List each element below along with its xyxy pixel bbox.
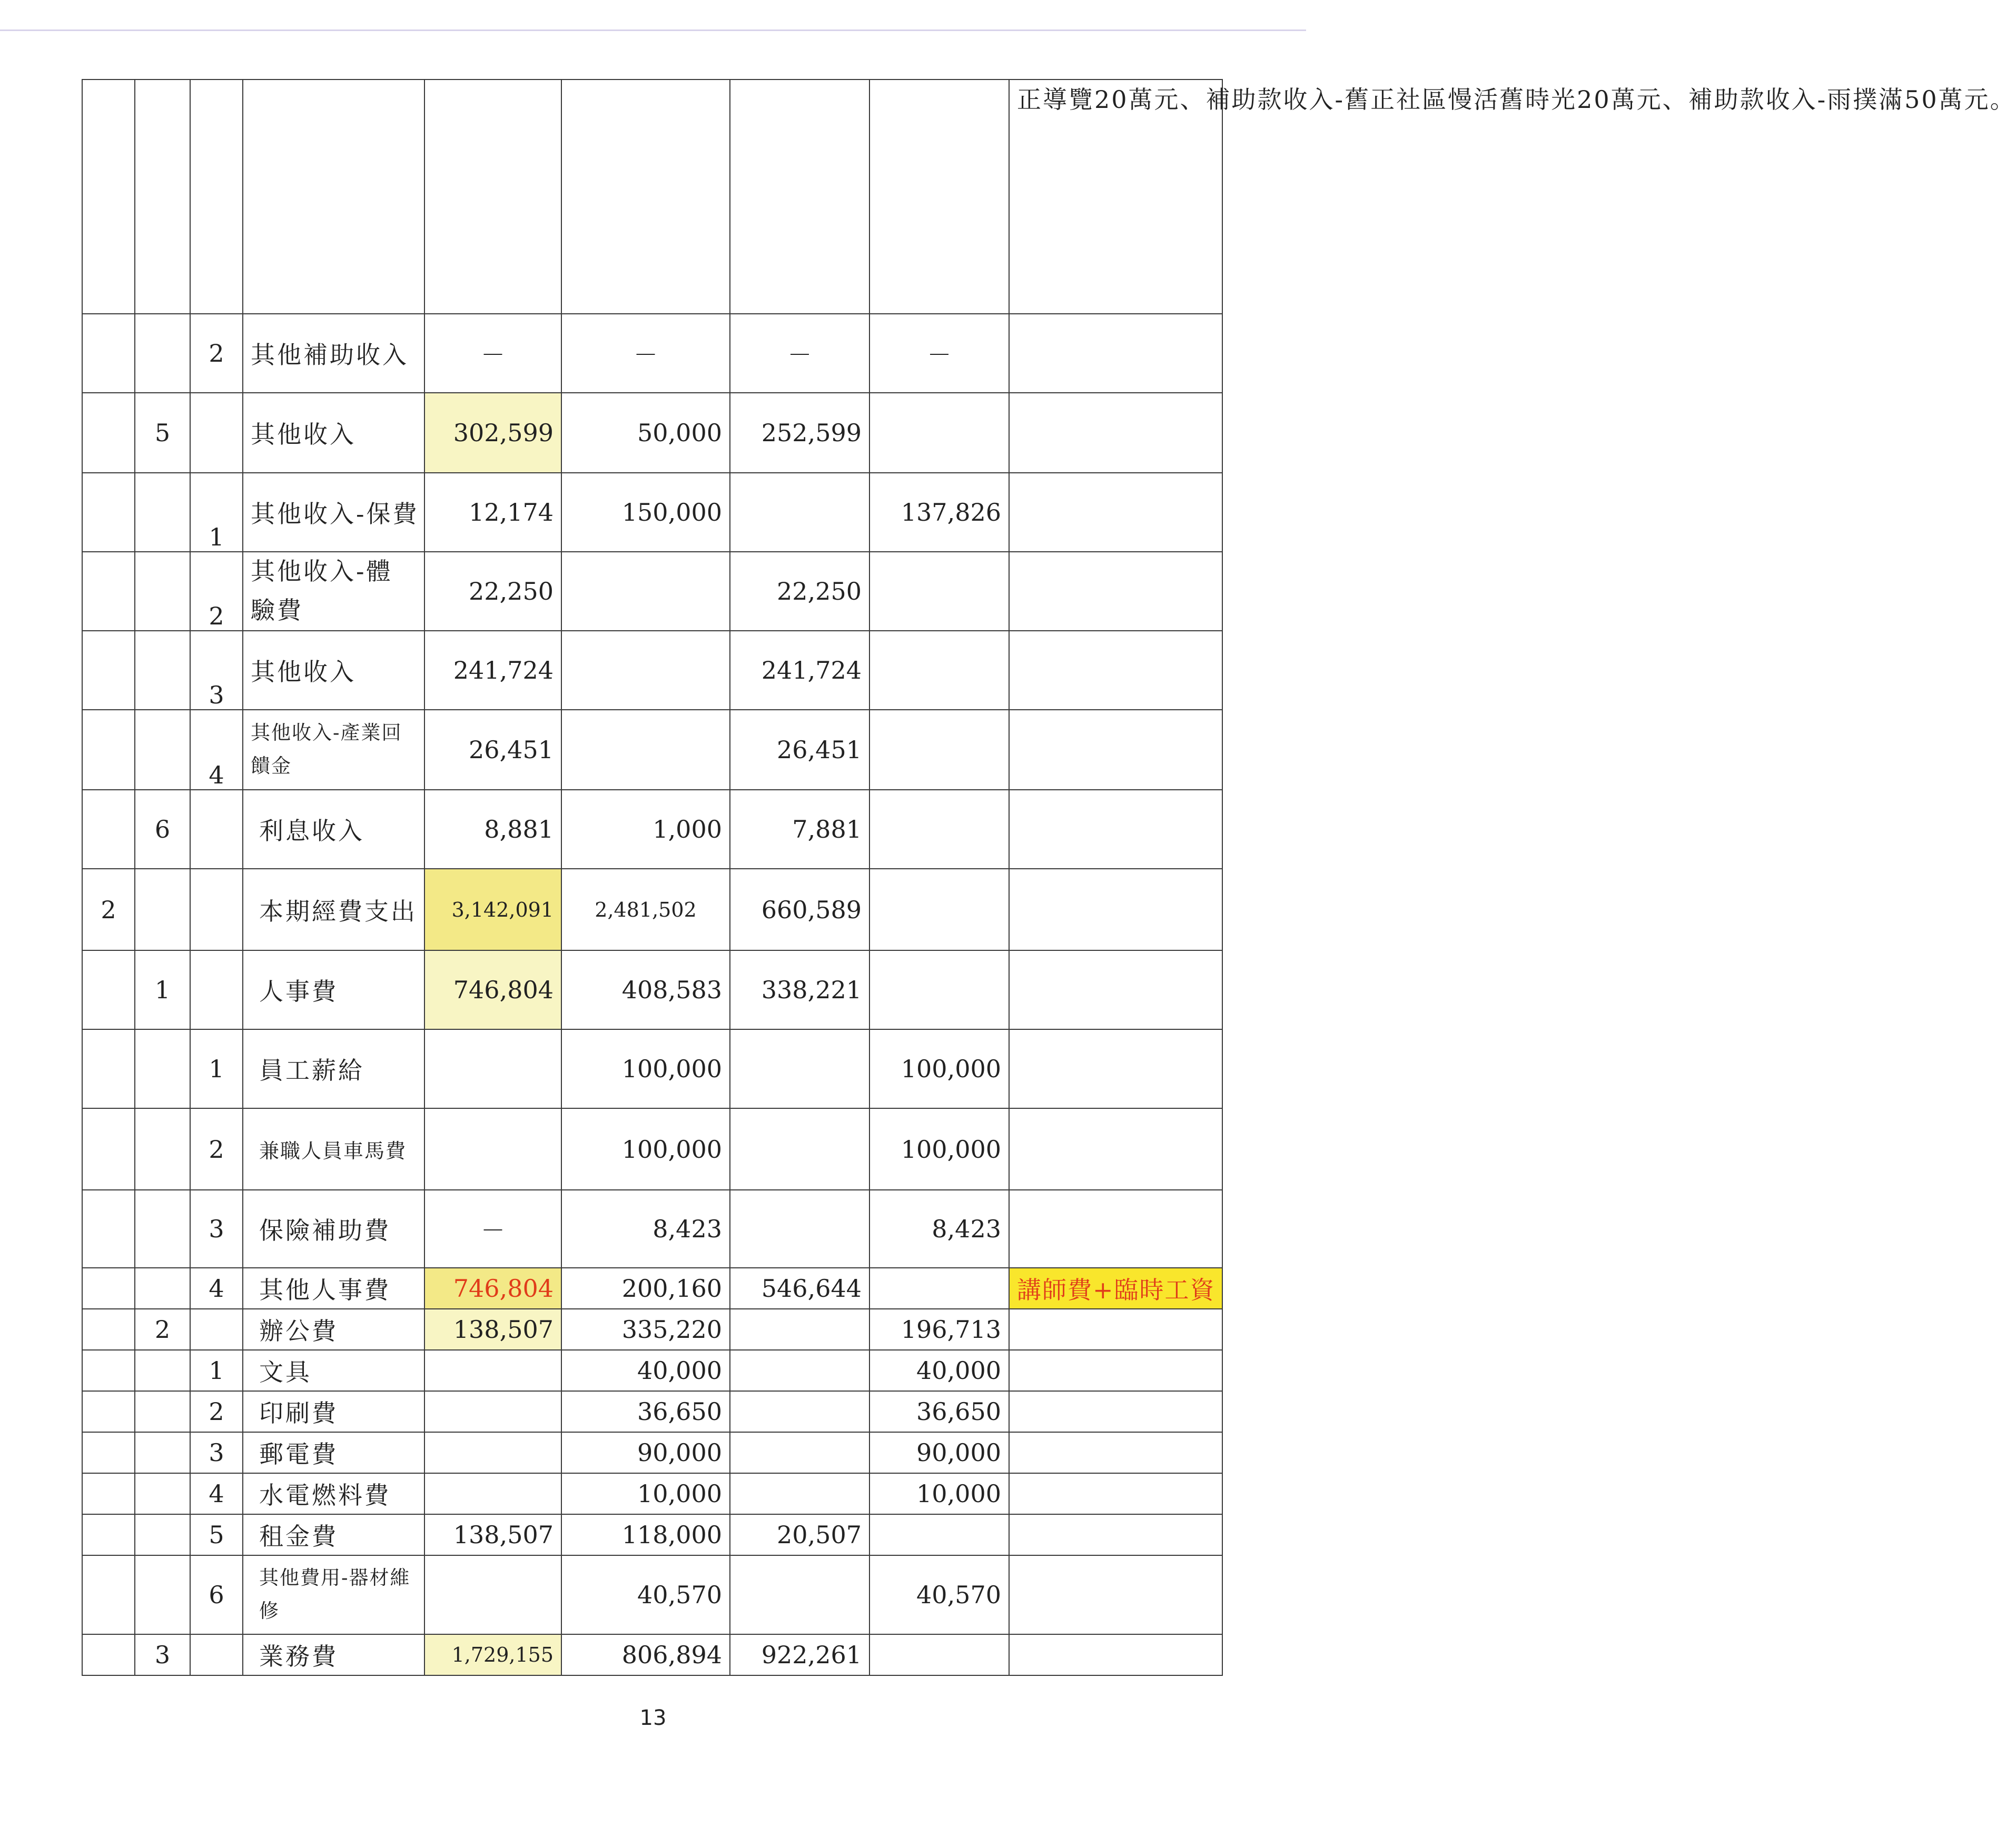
table-row [82, 1309, 1222, 1350]
table-row [82, 790, 1222, 869]
value-col4 [869, 1634, 1009, 1675]
value-col1: 22,250 [424, 552, 561, 631]
value-col3: 7,881 [730, 790, 869, 869]
level3-cell: 5 [190, 1514, 243, 1555]
value-col4 [869, 80, 1009, 314]
item-name: 印刷費 [243, 1391, 424, 1432]
value-col3 [730, 1029, 869, 1108]
remark-cell [1009, 1190, 1222, 1268]
level2-cell [135, 1514, 190, 1555]
level3-cell: 1 [190, 473, 243, 552]
value-col2: 10,000 [561, 1473, 730, 1514]
item-name: 其他費用-器材維修 [243, 1555, 424, 1634]
value-col1: 8,881 [424, 790, 561, 869]
remark-cell [1009, 314, 1222, 393]
item-name [243, 80, 424, 314]
table-row [82, 950, 1222, 1029]
value-col4: 36,650 [869, 1391, 1009, 1432]
value-col3 [730, 1391, 869, 1432]
item-name: 人事費 [243, 950, 424, 1029]
level3-cell [190, 80, 243, 314]
value-col3: 20,507 [730, 1514, 869, 1555]
value-col2 [561, 552, 730, 631]
level2-cell [135, 1350, 190, 1391]
remark-cell [1009, 631, 1222, 710]
value-col1: 138,507 [424, 1514, 561, 1555]
value-col1: － [424, 314, 561, 393]
level2-cell [135, 869, 190, 950]
level2-cell: 2 [135, 1309, 190, 1350]
value-col4: 8,423 [869, 1190, 1009, 1268]
value-col3: 660,589 [730, 869, 869, 950]
value-col2: 335,220 [561, 1309, 730, 1350]
page-top-rule [0, 29, 1306, 31]
value-col3 [730, 1190, 869, 1268]
remark-cell [1009, 1473, 1222, 1514]
item-name: 租金費 [243, 1514, 424, 1555]
table-row [82, 1473, 1222, 1514]
level3-cell: 3 [190, 631, 243, 710]
level3-cell: 3 [190, 1190, 243, 1268]
value-col4: 100,000 [869, 1108, 1009, 1190]
value-col3: 26,451 [730, 710, 869, 790]
item-name: 其他收入 [243, 631, 424, 710]
level2-cell [135, 631, 190, 710]
value-col2: 408,583 [561, 950, 730, 1029]
value-col1: 12,174 [424, 473, 561, 552]
budget-table [82, 79, 2016, 1676]
value-col4: 196,713 [869, 1309, 1009, 1350]
table-row [82, 473, 1222, 552]
value-col2: 200,160 [561, 1268, 730, 1309]
level2-cell [135, 1391, 190, 1432]
level1-cell [82, 1391, 135, 1432]
value-col1: 241,724 [424, 631, 561, 710]
value-col1: － [424, 1190, 561, 1268]
table-row [82, 1555, 1222, 1634]
level1-cell [82, 1473, 135, 1514]
value-col2: 118,000 [561, 1514, 730, 1555]
value-col2: 8,423 [561, 1190, 730, 1268]
value-col1: 746,804 [424, 950, 561, 1029]
value-col3: 22,250 [730, 552, 869, 631]
level1-cell [82, 473, 135, 552]
value-col2: 40,000 [561, 1350, 730, 1391]
level3-cell [190, 393, 243, 473]
level1-cell [82, 1268, 135, 1309]
level3-cell: 4 [190, 1268, 243, 1309]
value-col4 [869, 950, 1009, 1029]
table-row [82, 1029, 1222, 1108]
table-row [82, 869, 1222, 950]
table-row [82, 552, 1222, 631]
value-col1: 746,804 [424, 1268, 561, 1309]
item-name: 利息收入 [243, 790, 424, 869]
item-name: 水電燃料費 [243, 1473, 424, 1514]
level2-cell: 5 [135, 393, 190, 473]
level2-cell [135, 1432, 190, 1473]
remark-cell [1009, 1108, 1222, 1190]
value-col1 [424, 1432, 561, 1473]
level1-cell [82, 1514, 135, 1555]
table-row [82, 1108, 1222, 1190]
value-col2 [561, 710, 730, 790]
item-name: 員工薪給 [243, 1029, 424, 1108]
level2-cell [135, 1108, 190, 1190]
level1-cell [82, 1432, 135, 1473]
remark-cell [1009, 1391, 1222, 1432]
value-col4 [869, 393, 1009, 473]
item-name: 其他收入 [243, 393, 424, 473]
value-col2: 36,650 [561, 1391, 730, 1432]
item-name: 文具 [243, 1350, 424, 1391]
level1-cell [82, 1108, 135, 1190]
value-col4: 40,000 [869, 1350, 1009, 1391]
value-col3 [730, 1473, 869, 1514]
item-name: 其他人事費 [243, 1268, 424, 1309]
remark-cell [1009, 552, 1222, 631]
value-col4: 90,000 [869, 1432, 1009, 1473]
level2-cell: 6 [135, 790, 190, 869]
value-col1 [424, 1350, 561, 1391]
level2-cell [135, 80, 190, 314]
remark-cell [1009, 473, 1222, 552]
remark-cell: 講師費+臨時工資 [1009, 1268, 1222, 1309]
remark-cell [1009, 1309, 1222, 1350]
value-col1 [424, 1029, 561, 1108]
remark-cell [1009, 1514, 1222, 1555]
value-col1 [424, 1555, 561, 1634]
level3-cell: 4 [190, 1473, 243, 1514]
remark-cell [1009, 1634, 1222, 1675]
value-col2: 1,000 [561, 790, 730, 869]
remark-cell [1009, 950, 1222, 1029]
value-col4 [869, 790, 1009, 869]
value-col4 [869, 1268, 1009, 1309]
level3-cell: 2 [190, 552, 243, 631]
value-col2: 90,000 [561, 1432, 730, 1473]
level1-cell [82, 1029, 135, 1108]
value-col1: 302,599 [424, 393, 561, 473]
level2-cell [135, 314, 190, 393]
level2-cell [135, 552, 190, 631]
level1-cell [82, 631, 135, 710]
value-col1 [424, 1391, 561, 1432]
value-col3: 338,221 [730, 950, 869, 1029]
level2-cell: 3 [135, 1634, 190, 1675]
level1-cell [82, 80, 135, 314]
value-col1: 138,507 [424, 1309, 561, 1350]
item-name: 郵電費 [243, 1432, 424, 1473]
level2-cell: 1 [135, 950, 190, 1029]
item-name: 保險補助費 [243, 1190, 424, 1268]
value-col1: 3,142,091 [424, 869, 561, 950]
value-col3 [730, 1350, 869, 1391]
table-row [82, 1514, 1222, 1555]
value-col4: － [869, 314, 1009, 393]
item-name: 其他補助收入 [243, 314, 424, 393]
value-col4: 40,570 [869, 1555, 1009, 1634]
item-name: 其他收入-體驗費 [243, 552, 424, 631]
level2-cell [135, 1190, 190, 1268]
value-col4 [869, 869, 1009, 950]
table-row [82, 1432, 1222, 1473]
level3-cell [190, 1634, 243, 1675]
table-row [82, 80, 1222, 314]
level3-cell: 1 [190, 1350, 243, 1391]
level3-cell [190, 869, 243, 950]
page-number: 13 [639, 1706, 667, 1730]
level3-cell: 2 [190, 1108, 243, 1190]
value-col4 [869, 631, 1009, 710]
value-col4: 137,826 [869, 473, 1009, 552]
value-col2: 806,894 [561, 1634, 730, 1675]
item-name: 兼職人員車馬費 [243, 1108, 424, 1190]
value-col4 [869, 552, 1009, 631]
value-col2: 40,570 [561, 1555, 730, 1634]
value-col4: 100,000 [869, 1029, 1009, 1108]
level2-cell [135, 473, 190, 552]
level3-cell [190, 1309, 243, 1350]
value-col1 [424, 1473, 561, 1514]
value-col3 [730, 1555, 869, 1634]
level1-cell [82, 314, 135, 393]
value-col3 [730, 473, 869, 552]
level2-cell [135, 1029, 190, 1108]
table-row [82, 710, 1222, 790]
remark-cell: 正導覽20萬元、補助款收入-舊正社區慢活舊時光20萬元、補助款收入-雨撲滿50萬元。 [1009, 80, 1222, 314]
value-col3: － [730, 314, 869, 393]
value-col3: 241,724 [730, 631, 869, 710]
level1-cell [82, 1190, 135, 1268]
value-col4 [869, 710, 1009, 790]
item-name: 其他收入-保費 [243, 473, 424, 552]
level1-cell [82, 1309, 135, 1350]
level1-cell [82, 950, 135, 1029]
value-col1 [424, 1108, 561, 1190]
table-row [82, 631, 1222, 710]
level1-cell [82, 552, 135, 631]
level3-cell: 1 [190, 1029, 243, 1108]
remark-cell [1009, 1432, 1222, 1473]
value-col3 [730, 1108, 869, 1190]
value-col4 [869, 1514, 1009, 1555]
level2-cell [135, 1268, 190, 1309]
table-row [82, 1350, 1222, 1391]
value-col3: 252,599 [730, 393, 869, 473]
remark-cell [1009, 1350, 1222, 1391]
value-col3 [730, 1309, 869, 1350]
remark-cell [1009, 1555, 1222, 1634]
value-col2: 150,000 [561, 473, 730, 552]
remark-cell [1009, 1029, 1222, 1108]
value-col2 [561, 80, 730, 314]
value-col1: 26,451 [424, 710, 561, 790]
table-row [82, 1391, 1222, 1432]
level3-cell: 6 [190, 1555, 243, 1634]
value-col2: 50,000 [561, 393, 730, 473]
level1-cell [82, 1634, 135, 1675]
value-col3: 922,261 [730, 1634, 869, 1675]
table-row [82, 1634, 1222, 1675]
value-col1: 1,729,155 [424, 1634, 561, 1675]
level3-cell: 2 [190, 314, 243, 393]
value-col3 [730, 80, 869, 314]
remark-cell [1009, 393, 1222, 473]
level1-cell [82, 710, 135, 790]
level1-cell [82, 790, 135, 869]
value-col4: 10,000 [869, 1473, 1009, 1514]
value-col2: 2,481,502 [561, 869, 730, 950]
level1-cell [82, 1350, 135, 1391]
level2-cell [135, 710, 190, 790]
remark-cell [1009, 710, 1222, 790]
value-col3: 546,644 [730, 1268, 869, 1309]
remark-cell [1009, 790, 1222, 869]
value-col2: 100,000 [561, 1029, 730, 1108]
value-col2 [561, 631, 730, 710]
value-col1 [424, 80, 561, 314]
level3-cell: 4 [190, 710, 243, 790]
level3-cell [190, 950, 243, 1029]
table-row [82, 1268, 1222, 1309]
level3-cell [190, 790, 243, 869]
value-col2: － [561, 314, 730, 393]
level3-cell: 2 [190, 1391, 243, 1432]
remark-cell [1009, 869, 1222, 950]
item-name: 其他收入-產業回饋金 [243, 710, 424, 790]
item-name: 本期經費支出 [243, 869, 424, 950]
table-row [82, 314, 1222, 393]
level2-cell [135, 1555, 190, 1634]
level1-cell [82, 393, 135, 473]
value-col3 [730, 1432, 869, 1473]
level1-cell [82, 1555, 135, 1634]
item-name: 業務費 [243, 1634, 424, 1675]
level3-cell: 3 [190, 1432, 243, 1473]
value-col2: 100,000 [561, 1108, 730, 1190]
table-row [82, 1190, 1222, 1268]
level1-cell: 2 [82, 869, 135, 950]
table-row [82, 393, 1222, 473]
item-name: 辦公費 [243, 1309, 424, 1350]
level2-cell [135, 1473, 190, 1514]
